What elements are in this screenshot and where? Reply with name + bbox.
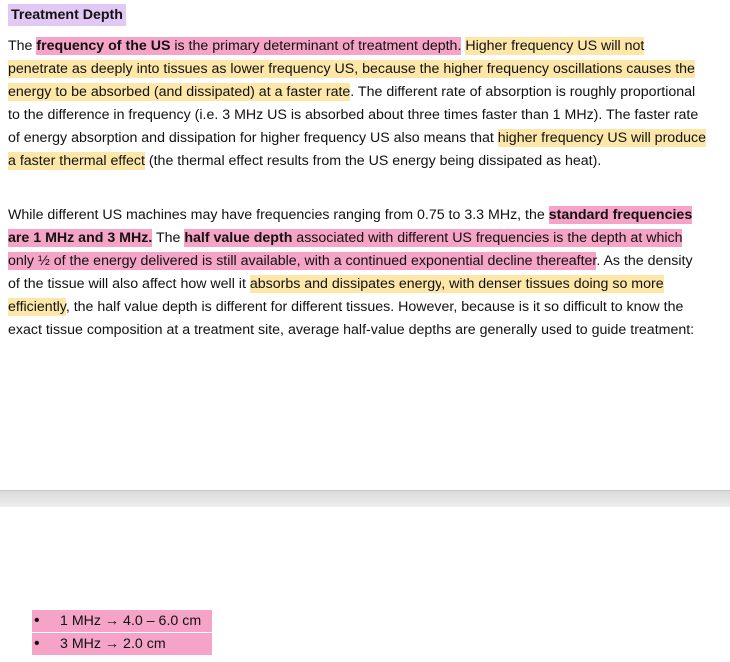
- text-run: The: [152, 230, 185, 246]
- text-run: , the half value depth is different for different tissues. However, because is it so difficult to know the exact tissue composition at a treatment site, average half-value depths are generally used to guide treatment:: [8, 299, 695, 338]
- text-run: is the primary determinant of treatment depth.: [170, 38, 462, 54]
- highlight-yellow: absorbs and dissipates energy: [249, 276, 442, 292]
- highlight-yellow: Higher frequency US will not penetrate as deeply into tissues as lower frequency US, because the higher frequency oscillations causes the energy to be absorbed (and dissipated) at a faster rate: [8, 38, 695, 100]
- highlight-pink: [36, 37, 461, 55]
- paragraph-frequency: [8, 35, 708, 173]
- bullet-icon: •: [34, 635, 40, 652]
- list-item: [32, 633, 212, 655]
- highlight-yellow: , with denser tissues doing so more efficiently: [8, 276, 664, 315]
- bullet-icon: •: [34, 612, 40, 629]
- text-run: . The different rate of absorption is roughly proportional to the difference in frequency (i.e. 3 MHz US is absorbed about three times faster than 1 MHz). The faster rate of energy absorption and dissipation for higher frequency US also means that: [8, 84, 699, 146]
- paragraph-half-value-depth: [8, 204, 708, 342]
- list-item: [32, 610, 212, 632]
- text-run: . As the density of the tissue will also affect how well it: [8, 253, 693, 292]
- list-item-text: 3 MHz → 2.0 cm: [60, 636, 166, 652]
- document-page-2: [0, 507, 730, 662]
- section-heading: Treatment Depth: [8, 4, 126, 26]
- list-item-text: 1 MHz → 4.0 – 6.0 cm: [60, 613, 202, 629]
- page-break-separator: [0, 490, 730, 508]
- half-value-depth-list: [32, 610, 212, 656]
- bold-term: frequency of the US: [36, 38, 171, 54]
- bold-term: half value depth: [184, 230, 293, 246]
- text-run: associated with different US frequencies is the depth at which only ½ of the energy delivered is still available, with a continued exponential decline thereafter: [8, 230, 683, 269]
- bold-term: standard frequencies are 1 MHz and 3 MHz.: [8, 207, 693, 246]
- text-run: The: [8, 38, 37, 54]
- text-run: While different US machines may have frequencies ranging from 0.75 to 3.3 MHz, the: [8, 207, 549, 223]
- text-run: (the thermal effect results from the US energy being dissipated as heat).: [144, 153, 602, 169]
- highlight-yellow: higher frequency US will produce a faster thermal effect: [8, 130, 706, 169]
